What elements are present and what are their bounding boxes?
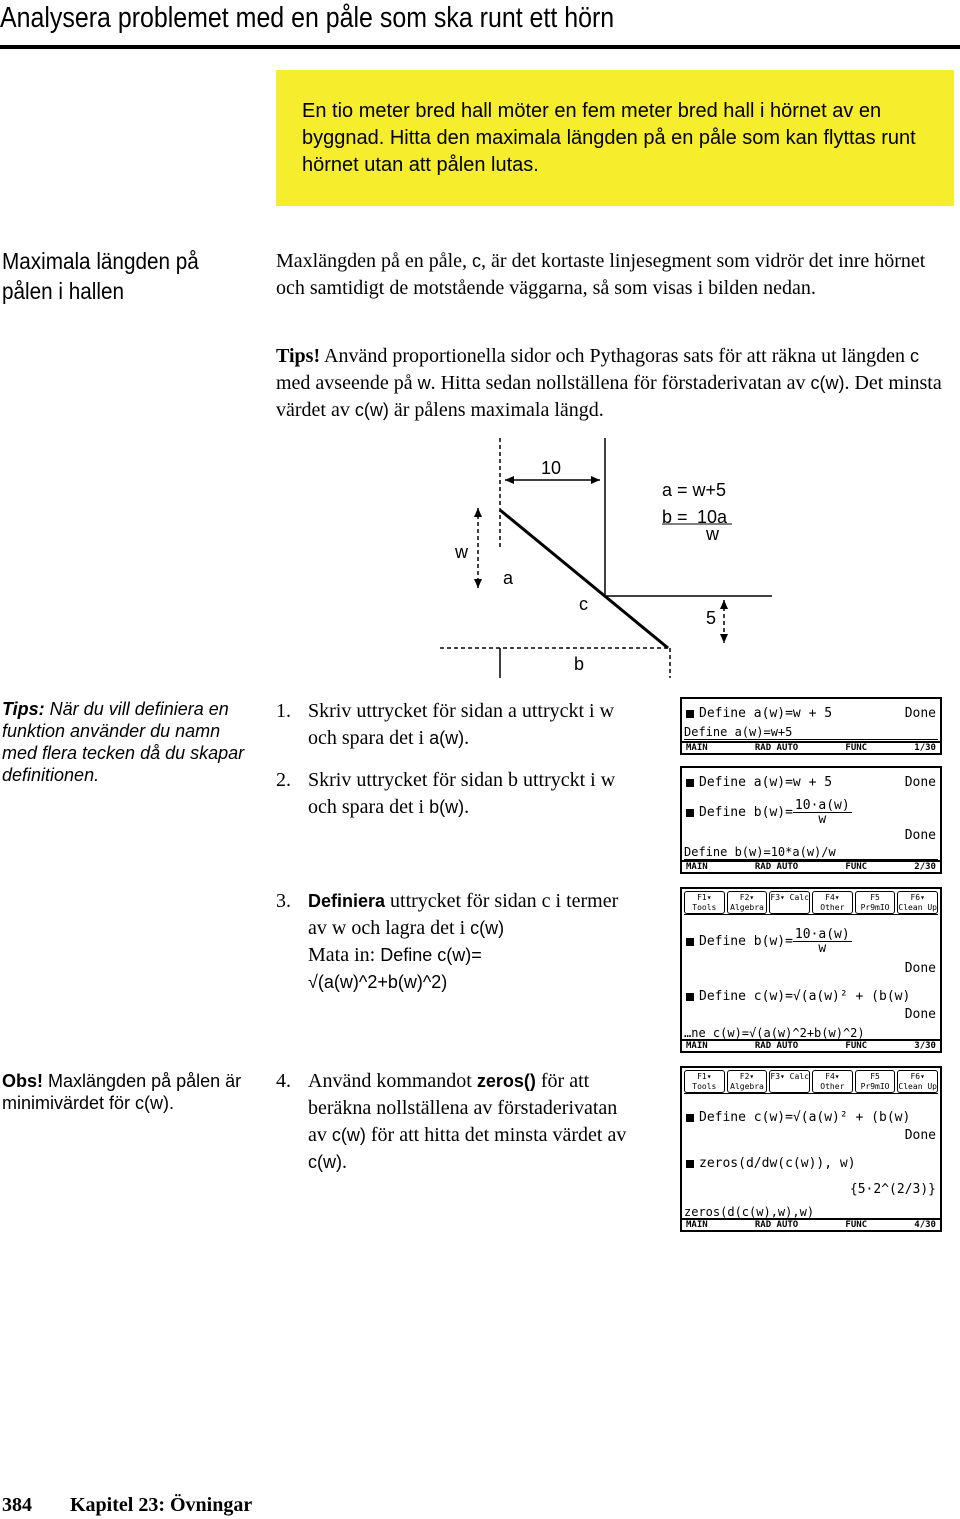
- label-b: b: [574, 654, 585, 674]
- para2-var-w: w: [417, 373, 431, 393]
- label-c: c: [579, 594, 588, 614]
- history-line: Define a(w)=w + 5: [686, 706, 936, 722]
- step-code: b(w): [429, 797, 465, 817]
- done-label: Done: [904, 1007, 936, 1022]
- para2-text-3: . Hitta sedan nollställena för förstaderivatan av: [430, 372, 811, 394]
- tips-note-text: När du vill definiera en funktion använder du namn med flera tecken då du skapar definitionen.: [2, 699, 245, 785]
- step-number: 3.: [276, 890, 291, 912]
- label-5: 5: [706, 608, 717, 628]
- para2-text-4: . Det minsta värdet av: [276, 372, 942, 421]
- step-4: [276, 1068, 641, 1176]
- obs-note-text: Maxlängden på pålen är minimivärdet för c(w).: [2, 1071, 242, 1113]
- obs-note-label: Obs!: [2, 1071, 44, 1091]
- paragraph-definition: [276, 248, 956, 302]
- done-label: Done: [904, 706, 936, 721]
- f2-key[interactable]: F2▾ Algebra: [727, 891, 768, 914]
- arrowhead-5-top: [720, 600, 728, 609]
- step-1: [276, 698, 641, 752]
- arrowhead-w-top: [474, 508, 482, 517]
- entry-line: Define a(w)=w+5: [684, 724, 938, 740]
- arrowhead-10-left: [505, 476, 514, 484]
- chapter-title: Kapitel 23: Övningar: [70, 1494, 253, 1516]
- step-3: [276, 888, 641, 996]
- f5-key[interactable]: F5 Pr9mIO: [855, 891, 896, 914]
- done-label: Done: [904, 775, 936, 790]
- para1-text-2: , är det kortaste linjesegment som vidrör det inre hörnet och samtidigt de motstående väggarna, så som visas i bilden nedan.: [276, 250, 926, 299]
- step-input-code: Define c(w)=: [380, 945, 482, 965]
- f1-key[interactable]: F1▾ Tools: [684, 891, 725, 914]
- section-heading: Maximala längden på pålen i hallen: [2, 248, 199, 304]
- status-bar: MAIN RAD AUTO FUNC 4/30: [682, 1218, 940, 1230]
- label-w: w: [455, 542, 468, 562]
- arrowhead-w-bottom: [474, 579, 482, 588]
- status-bar: MAIN RAD AUTO FUNC 2/30: [682, 860, 940, 872]
- step-text-end: .: [342, 1151, 347, 1173]
- status-bar: MAIN RAD AUTO FUNC 3/30: [682, 1039, 940, 1051]
- step-number: 1.: [276, 700, 291, 722]
- step-text: uttrycket för sidan c i termer av w och lagra det i: [308, 890, 619, 939]
- calculator-screen-4: [680, 1066, 942, 1232]
- paragraph-tips: [276, 343, 956, 424]
- equation-a: a = w+5: [662, 480, 727, 500]
- f3-key[interactable]: F3▾ Calc: [769, 1070, 810, 1093]
- f2-key[interactable]: F2▾ Algebra: [727, 1070, 768, 1093]
- f4-key[interactable]: F4▾ Other: [812, 891, 853, 914]
- para1-text-1: Maxlängden på en påle,: [276, 250, 473, 272]
- step-input-label: Mata in:: [308, 944, 381, 966]
- history-line: Define c(w)=√(a(w)² + (b(w): [686, 989, 936, 1005]
- title-rule: [0, 45, 960, 49]
- step-bold-word: Definiera: [308, 891, 386, 911]
- arrowhead-10-right: [591, 476, 600, 484]
- para2-code-cw-1: c(w): [810, 373, 845, 393]
- status-bar: MAIN RAD AUTO FUNC 1/30: [682, 741, 940, 753]
- intro-box: En tio meter bred hall möter en fem meter bred hall i hörnet av en byggnad. Hitta den maximala längden på en påle som kan flyttas runt hörnet utan att pålen lutas.: [276, 70, 954, 206]
- function-key-bar: [684, 1070, 938, 1094]
- history-line: Define c(w)=√(a(w)² + (b(w): [686, 1110, 936, 1126]
- equation-b-lhs: b =: [662, 507, 688, 527]
- f6-key[interactable]: F6▾ Clean Up: [898, 893, 937, 912]
- f4-key[interactable]: F4▾ Other: [812, 1070, 853, 1093]
- done-label: Done: [904, 961, 936, 976]
- done-label: Done: [904, 1128, 936, 1143]
- history-line: Define b(w)= $\frac{10\cdot a(w)}{w}$: [686, 798, 936, 828]
- label-10: 10: [541, 458, 562, 478]
- tips-note-label: Tips:: [2, 699, 45, 719]
- step-code: a(w): [429, 728, 465, 748]
- calculator-screen-1: [680, 697, 942, 755]
- step-text: Använd kommandot: [308, 1070, 477, 1092]
- obs-side-note: [2, 1070, 242, 1114]
- f1-key[interactable]: F1▾ Tools: [684, 1070, 725, 1093]
- para2-text-2: med avseende på: [276, 372, 418, 394]
- step-text: Skriv uttrycket för sidan a uttryckt i w och spara det i: [308, 700, 615, 749]
- step-number: 4.: [276, 1070, 291, 1092]
- f3-key[interactable]: F3▾ Calc: [769, 891, 810, 914]
- pole-segment-c: [500, 510, 668, 648]
- equation-b-denominator: w: [706, 524, 719, 544]
- para2-text-1: Använd proportionella sidor och Pythagoras sats för att räkna ut längden: [320, 345, 910, 367]
- page-number: 384: [2, 1494, 32, 1516]
- history-line: Define b(w)= $\frac{10\cdot a(w)}{w}$: [686, 927, 936, 957]
- result-label: {5·2^(2/3)}: [849, 1182, 936, 1197]
- tips-side-note: [2, 698, 252, 786]
- calculator-screen-2: [680, 766, 942, 874]
- equation-b-numerator: 10a: [697, 507, 728, 527]
- calculator-screen-3: [680, 887, 942, 1053]
- para2-text-5: är pålens maximala längd.: [388, 399, 604, 421]
- f5-key[interactable]: F5 Pr9mIO: [855, 1070, 896, 1093]
- step-text-2: för att beräkna nollställena av förstaderivatan av: [308, 1070, 618, 1146]
- step-code-2: c(w): [308, 1152, 342, 1172]
- step-text-3: för att hitta det minsta värdet av: [365, 1124, 627, 1146]
- history-line: Define a(w)=w + 5: [686, 775, 936, 791]
- function-key-bar: [684, 891, 938, 915]
- para2-code-cw-2: c(w): [354, 400, 389, 420]
- step-number: 2.: [276, 769, 291, 791]
- step-text-end: .: [464, 727, 470, 749]
- step-text-end: .: [464, 796, 470, 818]
- step-2: [276, 767, 641, 821]
- para2-tips-label: Tips!: [276, 345, 321, 367]
- step-code: c(w): [470, 918, 505, 938]
- corner-diagram: [440, 438, 780, 678]
- para1-var-c: c: [472, 251, 482, 271]
- f6-key[interactable]: F6▾ Clean Up: [898, 1072, 937, 1091]
- page-title: Analysera problemet med en påle som ska runt ett hörn: [0, 2, 615, 34]
- para2-var-c: c: [909, 346, 919, 366]
- label-a: a: [503, 568, 514, 588]
- history-line: zeros(d/dw(c(w)), w): [686, 1156, 936, 1172]
- page-footer: [2, 1494, 252, 1517]
- step-text: Skriv uttrycket för sidan b uttryckt i w och spara det i: [308, 769, 616, 818]
- arrowhead-5-bottom: [720, 634, 728, 643]
- step-input-expression: √(a(w)^2+b(w)^2): [308, 972, 448, 992]
- step-command: zeros(): [476, 1071, 536, 1091]
- done-label: Done: [904, 828, 936, 843]
- step-code: c(w): [331, 1125, 366, 1145]
- entry-line: Define b(w)=10*a(w)/w: [684, 844, 938, 860]
- entry-line: zeros(d(c(w),w),w): [684, 1204, 938, 1220]
- entry-line: …ne c(w)=√(a(w)^2+b(w)^2): [684, 1025, 938, 1041]
